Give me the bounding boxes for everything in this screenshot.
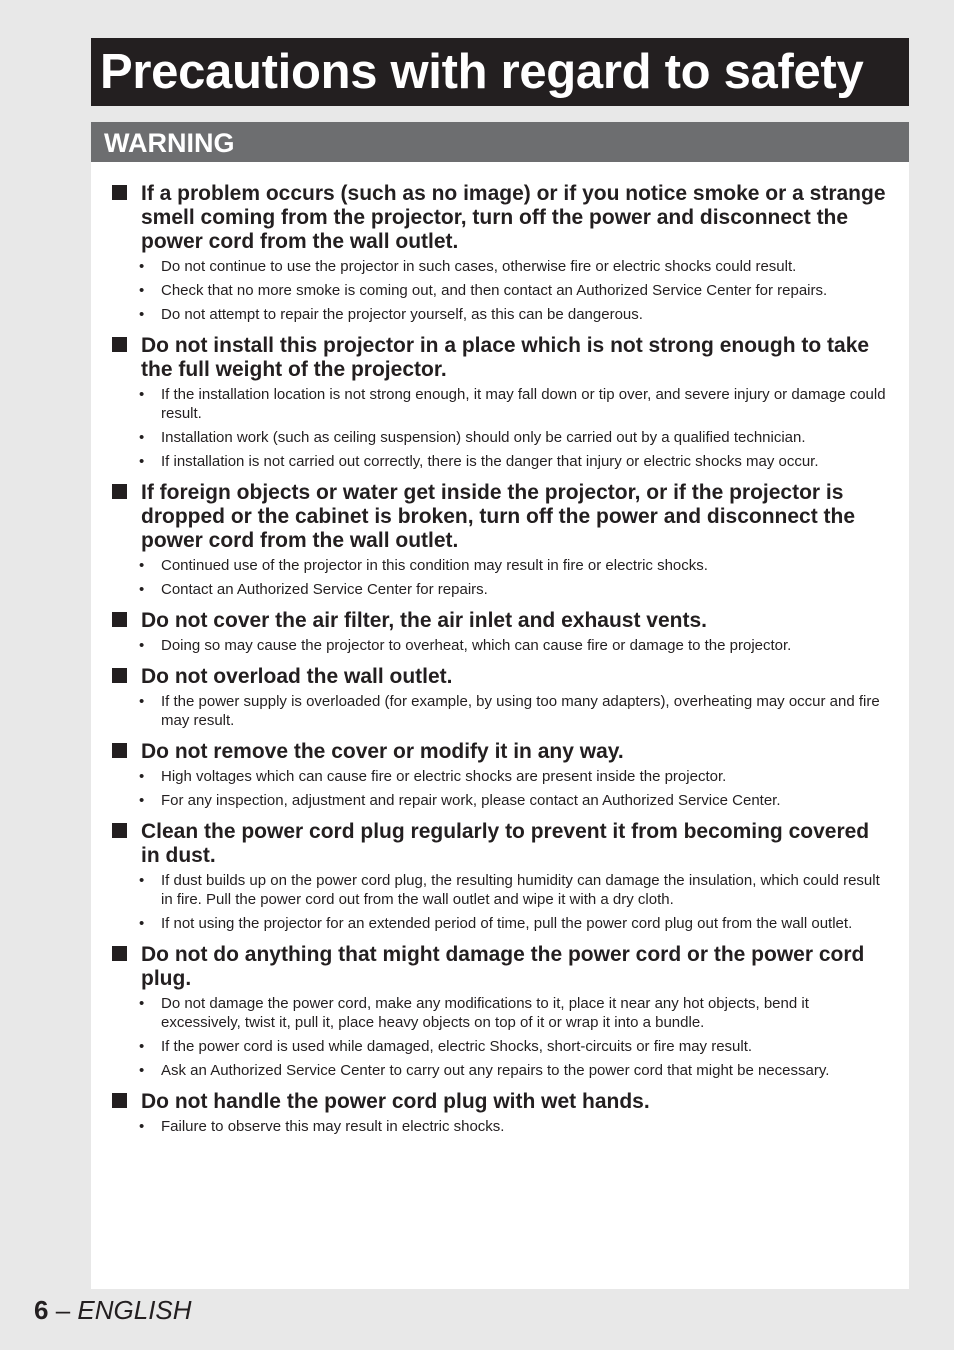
bullet-dot-icon: • xyxy=(139,581,145,598)
section-heading: Do not handle the power cord plug with wet hands. xyxy=(141,1090,650,1113)
square-bullet-icon xyxy=(112,612,127,627)
section-heading: If foreign objects or water get inside the projector, or if the projector is dropped or the cabinet is broken, turn off the power and disconnect the power cord from the wall outlet. xyxy=(141,481,856,552)
bullet-dot-icon: • xyxy=(139,306,145,323)
bullet-dot-icon: • xyxy=(139,637,145,654)
section-heading: Do not do anything that might damage the power cord or the power cord plug. xyxy=(141,943,865,990)
bullet-dot-icon: • xyxy=(139,995,145,1012)
bullet-text: Continued use of the projector in this condition may result in fire or electric shocks. xyxy=(161,557,708,574)
bullet-text: Check that no more smoke is coming out, and then contact an Authorized Service Center for repairs. xyxy=(161,282,828,299)
square-bullet-icon xyxy=(112,337,127,352)
warning-section xyxy=(109,820,887,933)
warning-section xyxy=(109,943,887,1080)
bullet-item xyxy=(139,994,887,1032)
bullet-item xyxy=(139,791,887,810)
section-heading-row xyxy=(109,609,887,633)
bullet-item xyxy=(139,580,887,599)
page-number: 6 xyxy=(34,1295,49,1325)
bullet-list xyxy=(139,767,887,810)
square-bullet-icon xyxy=(112,185,127,200)
bullet-dot-icon: • xyxy=(139,693,145,710)
bullet-dot-icon: • xyxy=(139,792,145,809)
section-heading: Do not cover the air filter, the air inlet and exhaust vents. xyxy=(141,609,707,632)
bullet-dot-icon: • xyxy=(139,915,145,932)
section-heading-row xyxy=(109,1090,887,1114)
square-bullet-icon xyxy=(112,823,127,838)
language-label: ENGLISH xyxy=(77,1295,192,1325)
warning-section xyxy=(109,665,887,730)
bullet-item xyxy=(139,452,887,471)
bullet-text: Do not continue to use the projector in such cases, otherwise fire or electric shocks could result. xyxy=(161,258,797,275)
bullet-list xyxy=(139,692,887,730)
bullet-list xyxy=(139,385,887,471)
bullet-dot-icon: • xyxy=(139,1062,145,1079)
bullet-item xyxy=(139,556,887,575)
bullet-list xyxy=(139,257,887,324)
bullet-text: Contact an Authorized Service Center for repairs. xyxy=(161,581,488,598)
section-heading-row xyxy=(109,943,887,991)
section-heading-row xyxy=(109,740,887,764)
bullet-text: High voltages which can cause fire or electric shocks are present inside the projector. xyxy=(161,768,727,785)
bullet-text: Ask an Authorized Service Center to carry out any repairs to the power cord that might be necessary. xyxy=(161,1062,830,1079)
bullet-item xyxy=(139,428,887,447)
section-heading: Do not install this projector in a place which is not strong enough to take the full weight of the projector. xyxy=(141,334,870,381)
section-heading-row xyxy=(109,820,887,868)
bullet-text: If the installation location is not strong enough, it may fall down or tip over, and severe injury or damage could result. xyxy=(161,386,886,422)
warning-section xyxy=(109,481,887,599)
warning-section xyxy=(109,740,887,810)
bullet-list xyxy=(139,871,887,933)
warning-section xyxy=(109,1090,887,1136)
warning-section xyxy=(109,609,887,655)
page-footer xyxy=(34,1295,192,1326)
bullet-dot-icon: • xyxy=(139,258,145,275)
bullet-item xyxy=(139,1061,887,1080)
section-heading: Do not remove the cover or modify it in any way. xyxy=(141,740,624,763)
bullet-list xyxy=(139,1117,887,1136)
bullet-item xyxy=(139,692,887,730)
warning-heading: WARNING xyxy=(91,122,909,162)
section-heading-row xyxy=(109,334,887,382)
bullet-text: If installation is not carried out correctly, there is the danger that injury or electric shocks may occur. xyxy=(161,453,819,470)
section-heading: If a problem occurs (such as no image) or if you notice smoke or a strange smell coming from the projector, turn off the power and disconnect the power cord from the wall outlet. xyxy=(141,182,886,253)
bullet-text: Do not damage the power cord, make any modifications to it, place it near any hot objects, bend it excessively, twist it, pull it, place heavy objects on top of it or wrap it into a bundle. xyxy=(161,995,809,1031)
bullet-text: Failure to observe this may result in electric shocks. xyxy=(161,1118,505,1135)
square-bullet-icon xyxy=(112,743,127,758)
warning-sections xyxy=(91,162,909,1136)
bullet-dot-icon: • xyxy=(139,768,145,785)
bullet-text: Installation work (such as ceiling suspension) should only be carried out by a qualified technician. xyxy=(161,429,806,446)
bullet-dot-icon: • xyxy=(139,453,145,470)
section-heading-row xyxy=(109,665,887,689)
bullet-item xyxy=(139,1037,887,1056)
bullet-item xyxy=(139,257,887,276)
square-bullet-icon xyxy=(112,668,127,683)
bullet-item xyxy=(139,305,887,324)
bullet-item xyxy=(139,1117,887,1136)
footer-separator: – xyxy=(48,1295,78,1325)
bullet-item xyxy=(139,385,887,423)
bullet-text: If the power cord is used while damaged, electric Shocks, short-circuits or fire may result. xyxy=(161,1038,753,1055)
section-heading-row xyxy=(109,481,887,553)
warning-section xyxy=(109,182,887,324)
bullet-item xyxy=(139,636,887,655)
bullet-text: Doing so may cause the projector to overheat, which can cause fire or damage to the projector. xyxy=(161,637,792,654)
bullet-dot-icon: • xyxy=(139,282,145,299)
square-bullet-icon xyxy=(112,946,127,961)
bullet-text: If dust builds up on the power cord plug, the resulting humidity can damage the insulation, which could result in fire. Pull the power cord out from the wall outlet and wipe it with a dry cloth. xyxy=(161,872,880,908)
bullet-dot-icon: • xyxy=(139,1118,145,1135)
warning-section xyxy=(109,334,887,471)
bullet-item xyxy=(139,871,887,909)
bullet-text: If not using the projector for an extended period of time, pull the power cord plug out from the wall outlet. xyxy=(161,915,853,932)
square-bullet-icon xyxy=(112,484,127,499)
section-heading: Clean the power cord plug regularly to prevent it from becoming covered in dust. xyxy=(141,820,870,867)
bullet-text: For any inspection, adjustment and repair work, please contact an Authorized Service Center. xyxy=(161,792,781,809)
bullet-item xyxy=(139,767,887,786)
bullet-item xyxy=(139,914,887,933)
bullet-dot-icon: • xyxy=(139,1038,145,1055)
section-heading-row xyxy=(109,182,887,254)
bullet-dot-icon: • xyxy=(139,872,145,889)
bullet-text: Do not attempt to repair the projector yourself, as this can be dangerous. xyxy=(161,306,643,323)
bullet-text: If the power supply is overloaded (for example, by using too many adapters), overheating may occur and fire may result. xyxy=(161,693,880,729)
section-heading: Do not overload the wall outlet. xyxy=(141,665,453,688)
bullet-item xyxy=(139,281,887,300)
bullet-list xyxy=(139,636,887,655)
content-panel xyxy=(91,122,909,1289)
bullet-list xyxy=(139,556,887,599)
square-bullet-icon xyxy=(112,1093,127,1108)
page-title: Precautions with regard to safety xyxy=(91,38,909,106)
bullet-dot-icon: • xyxy=(139,557,145,574)
bullet-dot-icon: • xyxy=(139,386,145,403)
bullet-list xyxy=(139,994,887,1080)
bullet-dot-icon: • xyxy=(139,429,145,446)
